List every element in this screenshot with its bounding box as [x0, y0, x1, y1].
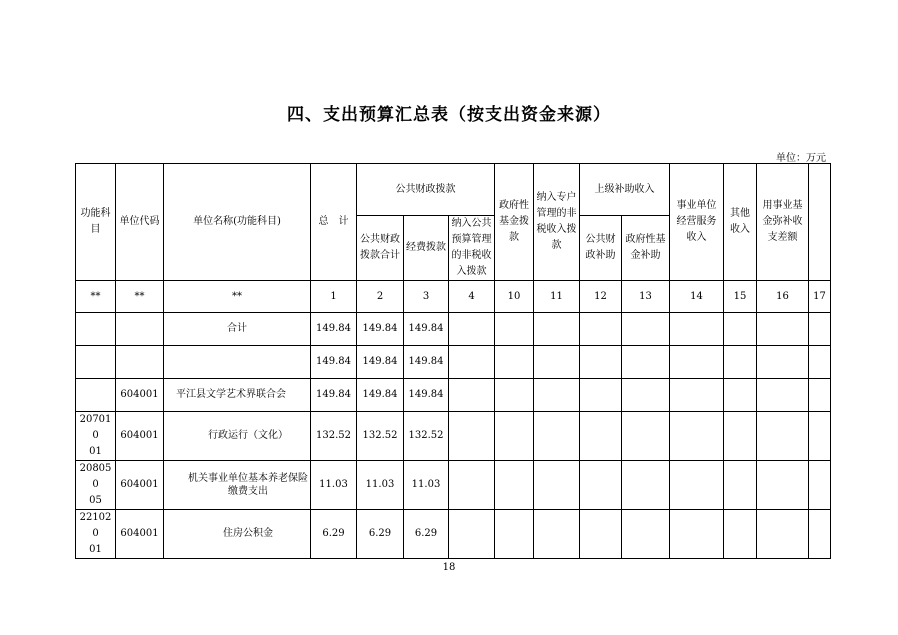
unit-name-cell: 住房公积金 [164, 510, 311, 559]
total-cell: 149.84 [311, 379, 357, 412]
pf-total-cell: 149.84 [357, 346, 404, 379]
pf-total-cell: 149.84 [357, 313, 404, 346]
header-other-income: 其他收入 [724, 164, 757, 281]
header-unit-code: 单位代码 [116, 164, 164, 281]
index-cell: ** [116, 281, 164, 313]
index-cell: ** [76, 281, 116, 313]
index-cell: 3 [404, 281, 449, 313]
unit-code-cell: 604001 [116, 379, 164, 412]
index-cell: 17 [809, 281, 831, 313]
header-public-finance-total: 公共财政拨款合计 [357, 216, 404, 281]
page-number: 18 [442, 562, 456, 573]
unit-name-cell: 机关事业单位基本养老保险缴费支出 [164, 461, 311, 510]
func-code-cell: 207010 01 [76, 412, 116, 461]
total-cell: 11.03 [311, 461, 357, 510]
index-cell: 13 [622, 281, 670, 313]
pf-total-cell: 6.29 [357, 510, 404, 559]
header-business-income: 事业单位经营服务收入 [670, 164, 724, 281]
unit-code-cell [116, 346, 164, 379]
func-code-cell: 221020 01 [76, 510, 116, 559]
header-unit-name: 单位名称(功能科目) [164, 164, 311, 281]
unit-name-cell: 平江县文学艺术界联合会 [164, 379, 311, 412]
header-nontax-budget: 纳入公共预算管理的非税收入拨款 [449, 216, 495, 281]
total-cell: 6.29 [311, 510, 357, 559]
funding-cell: 132.52 [404, 412, 449, 461]
header-funding: 经费拨款 [404, 216, 449, 281]
unit-code-cell: 604001 [116, 412, 164, 461]
index-cell: 4 [449, 281, 495, 313]
pf-total-cell: 132.52 [357, 412, 404, 461]
funding-cell: 149.84 [404, 379, 449, 412]
total-cell: 132.52 [311, 412, 357, 461]
index-cell: 1 [311, 281, 357, 313]
func-code-cell [76, 379, 116, 412]
header-blank [809, 164, 831, 281]
func-code-cell [76, 346, 116, 379]
header-gov-fund: 政府性基金拨款 [495, 164, 534, 281]
index-cell: 2 [357, 281, 404, 313]
total-cell: 149.84 [311, 313, 357, 346]
unit-code-cell: 604001 [116, 510, 164, 559]
funding-cell: 6.29 [404, 510, 449, 559]
header-superior-gov-fund: 政府性基金补助 [622, 216, 670, 281]
unit-label: 单位：万元 [776, 153, 826, 164]
index-cell: 16 [757, 281, 809, 313]
index-cell: 14 [670, 281, 724, 313]
func-code-cell [76, 313, 116, 346]
total-cell: 149.84 [311, 346, 357, 379]
header-func-subject: 功能科目 [76, 164, 116, 281]
funding-cell: 149.84 [404, 346, 449, 379]
index-cell: 12 [580, 281, 622, 313]
header-fund-balance: 用事业基金弥补收支差额 [757, 164, 809, 281]
table-row [76, 379, 831, 412]
funding-cell: 149.84 [404, 313, 449, 346]
func-code-cell: 208050 05 [76, 461, 116, 510]
header-nontax-special: 纳入专户管理的非税收入拨款 [534, 164, 580, 281]
unit-name-cell: 行政运行（文化） [164, 412, 311, 461]
header-public-finance: 公共财政拨款 [357, 164, 495, 216]
pf-total-cell: 11.03 [357, 461, 404, 510]
index-cell: 15 [724, 281, 757, 313]
table-row [76, 313, 831, 346]
pf-total-cell: 149.84 [357, 379, 404, 412]
unit-code-cell: 604001 [116, 461, 164, 510]
table-row [76, 346, 831, 379]
table-row [76, 412, 831, 461]
budget-table [75, 163, 831, 559]
page-title: 四、支出预算汇总表（按支出资金来源） [287, 105, 611, 125]
unit-name-cell [164, 346, 311, 379]
header-superior-subsidy: 上级补助收入 [580, 164, 670, 216]
table-row [76, 510, 831, 559]
index-cell: 10 [495, 281, 534, 313]
index-cell: 11 [534, 281, 580, 313]
index-cell: ** [164, 281, 311, 313]
header-total: 总 计 [311, 164, 357, 281]
unit-code-cell [116, 313, 164, 346]
header-superior-public: 公共财政补助 [580, 216, 622, 281]
index-row [76, 281, 831, 313]
table-row [76, 461, 831, 510]
funding-cell: 11.03 [404, 461, 449, 510]
unit-name-cell: 合计 [164, 313, 311, 346]
